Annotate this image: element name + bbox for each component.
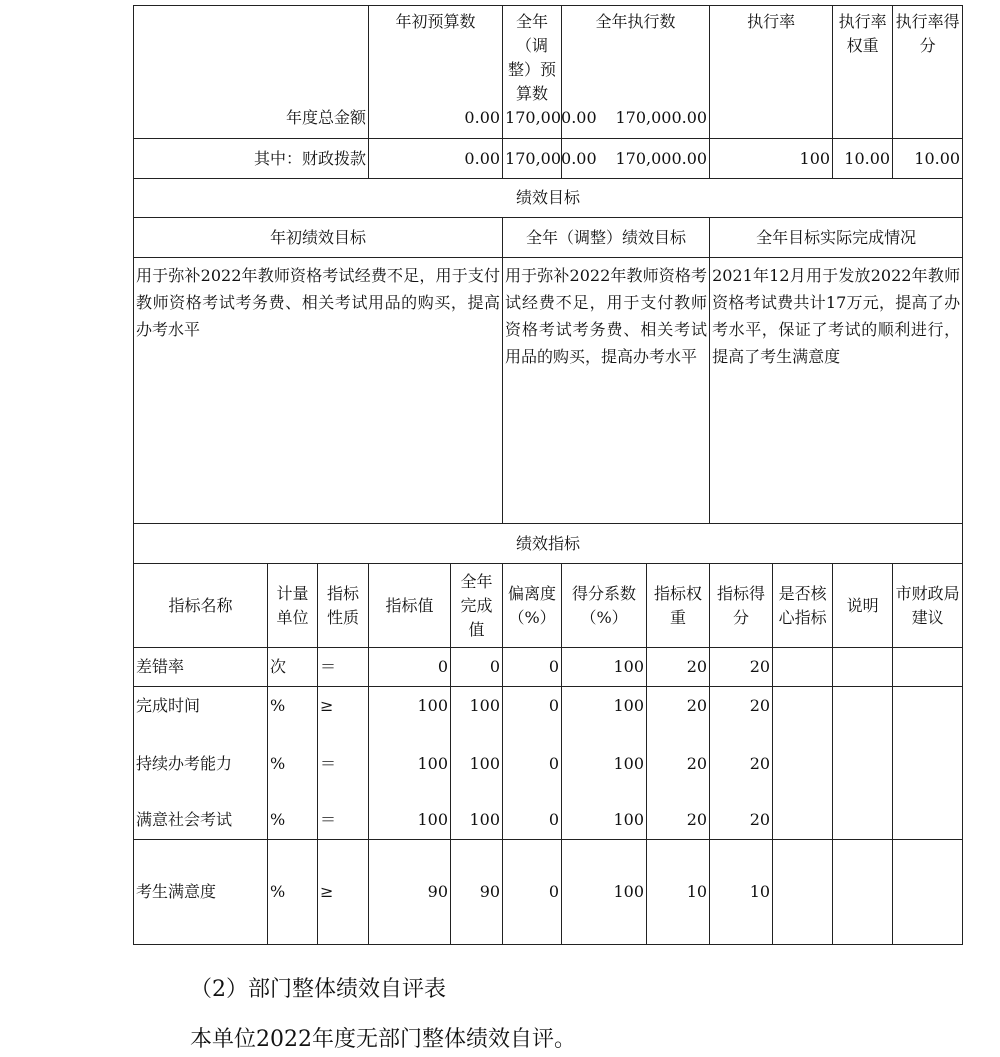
budget-corner-cell (134, 6, 369, 107)
indicator-note (833, 687, 893, 727)
budget-total-label: 年度总金额 (134, 106, 369, 139)
indicator-weight: 20 (647, 727, 710, 801)
indicator-done: 100 (451, 801, 503, 840)
table-row (134, 727, 963, 801)
budget-adjusted-header: 全年（调整）预算数 (503, 6, 562, 107)
goals-section-title: 绩效目标 (134, 179, 963, 218)
indicator-nature: ≥ (318, 840, 369, 945)
indicator-name: 满意社会考试 (134, 801, 268, 840)
goals-title-row (134, 179, 963, 218)
budget-rate-header: 执行率 (710, 6, 833, 107)
indicator-weight: 20 (647, 687, 710, 727)
budget-initial-header: 年初预算数 (369, 6, 503, 107)
indicator-note (833, 727, 893, 801)
indicator-note (833, 648, 893, 687)
indicator-nature: ＝ (318, 801, 369, 840)
indicator-score: 20 (710, 687, 773, 727)
indicator-coef: 100 (562, 801, 647, 840)
budget-total-rate (710, 106, 833, 139)
goals-adjusted-header: 全年（调整）绩效目标 (503, 218, 710, 258)
indicator-core (773, 648, 833, 687)
budget-total-rate-weight (833, 106, 893, 139)
indicator-value: 0 (369, 648, 451, 687)
indicator-weight: 20 (647, 801, 710, 840)
indicator-core (773, 687, 833, 727)
indicator-core (773, 840, 833, 945)
indicator-advice (893, 648, 963, 687)
budget-total-rate-score (893, 106, 963, 139)
budget-fiscal-rate: 100 (710, 139, 833, 179)
goals-actual-header: 全年目标实际完成情况 (710, 218, 963, 258)
budget-fiscal-label: 其中：财政拨款 (134, 139, 369, 179)
indicator-coef: 100 (562, 648, 647, 687)
indicator-score: 20 (710, 727, 773, 801)
col-header-score: 指标得分 (710, 564, 773, 648)
indicator-value: 100 (369, 801, 451, 840)
goals-actual-text: 2021年12月用于发放2022年教师资格考试费共计17万元，提高了办考水平，保证了考试的顺利进行，提高了考生满意度 (710, 258, 963, 524)
col-header-unit: 计量单位 (268, 564, 318, 648)
col-header-advice: 市财政局建议 (893, 564, 963, 648)
indicator-nature: ＝ (318, 648, 369, 687)
indicator-unit: 次 (268, 648, 318, 687)
indicator-unit: % (268, 801, 318, 840)
indicator-done: 0 (451, 648, 503, 687)
indicator-value: 90 (369, 840, 451, 945)
indicators-section-title: 绩效指标 (134, 524, 963, 564)
col-header-weight: 指标权重 (647, 564, 710, 648)
budget-fiscal-adjusted: 170,000.00 (503, 139, 562, 179)
table-row (134, 648, 963, 687)
indicator-unit: % (268, 687, 318, 727)
indicator-weight: 20 (647, 648, 710, 687)
indicator-deviation: 0 (503, 727, 562, 801)
indicator-nature: ＝ (318, 727, 369, 801)
budget-total-adjusted: 170,000.00 (503, 106, 562, 139)
col-header-core: 是否核心指标 (773, 564, 833, 648)
indicator-advice (893, 801, 963, 840)
indicator-name: 完成时间 (134, 687, 268, 727)
table-row (134, 801, 963, 840)
budget-total-row (134, 106, 963, 139)
col-header-nature: 指标性质 (318, 564, 369, 648)
budget-fiscal-initial: 0.00 (369, 139, 503, 179)
budget-header-row (134, 6, 963, 107)
indicator-advice (893, 727, 963, 801)
goals-initial-header: 年初绩效目标 (134, 218, 503, 258)
budget-executed-header: 全年执行数 (562, 6, 710, 107)
col-header-done: 全年完成值 (451, 564, 503, 648)
indicator-note (833, 840, 893, 945)
indicator-name: 持续办考能力 (134, 727, 268, 801)
budget-fiscal-rate-weight: 10.00 (833, 139, 893, 179)
indicator-advice (893, 840, 963, 945)
budget-total-initial: 0.00 (369, 106, 503, 139)
indicator-unit: % (268, 727, 318, 801)
indicator-deviation: 0 (503, 801, 562, 840)
indicator-name: 差错率 (134, 648, 268, 687)
indicators-title-row (134, 524, 963, 564)
indicator-advice (893, 687, 963, 727)
budget-rate-weight-header: 执行率权重 (833, 6, 893, 107)
indicator-coef: 100 (562, 840, 647, 945)
col-header-value: 指标值 (369, 564, 451, 648)
budget-total-executed: 170,000.00 (562, 106, 710, 139)
indicator-unit: % (268, 840, 318, 945)
table-row (134, 687, 963, 727)
col-header-name: 指标名称 (134, 564, 268, 648)
col-header-deviation: 偏离度（%） (503, 564, 562, 648)
indicator-deviation: 0 (503, 648, 562, 687)
indicator-value: 100 (369, 687, 451, 727)
performance-evaluation-table (133, 5, 963, 945)
indicator-deviation: 0 (503, 840, 562, 945)
indicator-deviation: 0 (503, 687, 562, 727)
table-row (134, 840, 963, 945)
indicator-done: 100 (451, 727, 503, 801)
indicator-score: 20 (710, 801, 773, 840)
indicator-name: 考生满意度 (134, 840, 268, 945)
indicator-weight: 10 (647, 840, 710, 945)
section-body: 本单位2022年度无部门整体绩效自评。 (190, 1027, 576, 1052)
indicator-done: 90 (451, 840, 503, 945)
indicator-score: 10 (710, 840, 773, 945)
indicators-header-row (134, 564, 963, 648)
goals-content-row (134, 258, 963, 524)
indicator-core (773, 801, 833, 840)
section-heading: （2）部门整体绩效自评表 (190, 977, 446, 1002)
indicator-nature: ≥ (318, 687, 369, 727)
goals-header-row (134, 218, 963, 258)
goals-adjusted-text: 用于弥补2022年教师资格考试经费不足，用于支付教师资格考试考务费、相关考试用品的购买，提高办考水平 (503, 258, 710, 524)
budget-fiscal-executed: 170,000.00 (562, 139, 710, 179)
col-header-coef: 得分系数（%） (562, 564, 647, 648)
indicator-core (773, 727, 833, 801)
indicator-value: 100 (369, 727, 451, 801)
col-header-note: 说明 (833, 564, 893, 648)
indicator-coef: 100 (562, 687, 647, 727)
indicator-score: 20 (710, 648, 773, 687)
indicator-coef: 100 (562, 727, 647, 801)
budget-fiscal-rate-score: 10.00 (893, 139, 963, 179)
goals-initial-text: 用于弥补2022年教师资格考试经费不足，用于支付教师资格考试考务费、相关考试用品的购买，提高办考水平 (134, 258, 503, 524)
budget-fiscal-row (134, 139, 963, 179)
budget-rate-score-header: 执行率得分 (893, 6, 963, 107)
indicator-note (833, 801, 893, 840)
indicator-done: 100 (451, 687, 503, 727)
